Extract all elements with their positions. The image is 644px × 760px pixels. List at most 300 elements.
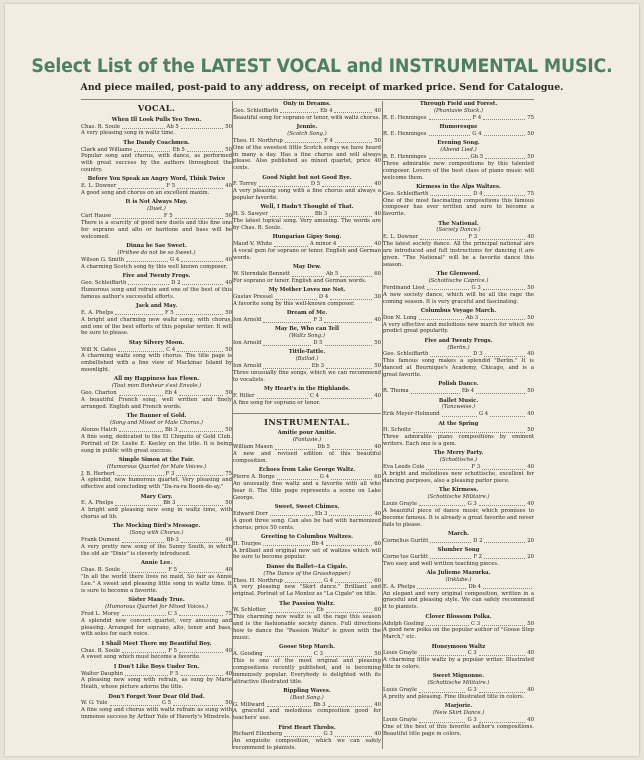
entry-title: Echoes from Lake George Waltz. [258, 467, 356, 474]
entry-key: G 4 [478, 411, 489, 418]
catalog-entry [233, 264, 381, 285]
catalog-entry [233, 688, 381, 722]
catalog-entry [383, 644, 534, 672]
entry-description: This is one of the most original and pleasing compositions recently published, and is becoming immensely popular. Everybody is delighted with its attractive illustrated title. [233, 657, 381, 685]
entry-composer: Ion Arnold [233, 317, 262, 324]
catalog-entry [383, 450, 534, 484]
leader-dots [274, 241, 308, 246]
catalog-entry [383, 673, 534, 701]
leader-dots [113, 213, 162, 218]
catalog-entry [383, 271, 534, 305]
leader-dots [430, 191, 471, 196]
entry-description: A very pleasing song in waltz time. [81, 130, 175, 137]
entry-key: Eb [316, 607, 324, 614]
entry-title: Amitie pour Amitie. [277, 430, 337, 437]
entry-price: 40 [374, 107, 381, 114]
entry-credit-line [233, 340, 381, 347]
entry-description: One of the sweetest little Scotch songs we have heard in many a day. Has a fine chorus and will always please. Also published as mixed quartet, price 40 cents. [233, 144, 381, 172]
entry-credit-line [233, 181, 381, 188]
leader-dots [419, 650, 466, 655]
entry-title: Five and Twenty Frogs. [424, 337, 493, 344]
entry-price: 40 [225, 256, 232, 263]
leader-dots [331, 474, 372, 479]
catalog-entry [233, 101, 381, 122]
entry-subtitle: (Humorous Quartet for Mixed Voices.) [105, 603, 208, 610]
entry-subtitle: (Schottische Caprice.) [428, 277, 489, 284]
entry-title: It is Not Always May. [125, 199, 188, 206]
catalog-entry [81, 523, 232, 557]
leader-dots [479, 234, 525, 239]
entry-composer: Geo. Charton [81, 390, 117, 397]
entry-title: I Shall Meet There my Beautiful Boy. [101, 640, 212, 647]
entry-subtitle: (New Skirt Dance.) [432, 710, 485, 717]
entry-price: 40 [527, 411, 534, 418]
leader-dots [177, 183, 223, 188]
entry-price: 75 [527, 190, 534, 197]
entry-description: A charming waltz song with chorus. The title page is embellished with a fine view of Mackinac Island by moonlight. [81, 353, 232, 374]
leader-dots [117, 471, 164, 476]
entry-subtitle: (Abend Lied.) [440, 147, 477, 154]
entry-key: D 2 [171, 279, 181, 286]
entry-price: 50 [527, 130, 534, 137]
leader-dots [480, 315, 525, 320]
entry-title: Clover Blossom Polka. [425, 613, 492, 620]
entry-title: My Mother Loves me Not. [268, 287, 346, 294]
entry-title: I Don't Like Boys Under Ten. [113, 663, 200, 670]
entry-credit-line [81, 671, 232, 678]
entry-credit-line [383, 554, 534, 561]
entry-description: Two easy and well written teaching pieces. [383, 560, 499, 567]
leader-dots [427, 285, 469, 290]
entry-description: A pretty and pleasing. Fine illustrated title in colors. [383, 694, 525, 701]
catalog-entry [383, 487, 534, 528]
entry-title: The Glenwood. [436, 271, 481, 278]
entry-credit-line [383, 687, 534, 694]
leader-dots [122, 124, 164, 129]
entry-price: 40 [527, 351, 534, 358]
entry-key: D 2 [473, 537, 483, 544]
entry-key: D 4 [318, 294, 329, 301]
entry-credit-line [233, 578, 381, 585]
catalog-entry [81, 376, 232, 410]
entry-composer: W. G. Yule [81, 700, 108, 707]
entry-price: 40 [374, 701, 381, 708]
entry-credit-line [383, 131, 534, 138]
entry-composer: Gustav Pressel [233, 294, 273, 301]
entry-credit-line [233, 474, 381, 481]
entry-composer: H. Tourjee [233, 540, 262, 547]
entry-composer: Chas. B. Soule [81, 123, 121, 130]
entry-composer: Don N. Long [383, 314, 417, 321]
entry-composer: Geo. Schleiffarth [81, 279, 127, 286]
entry-price: 60 [374, 577, 381, 584]
entry-price: 40 [374, 731, 381, 738]
catalog-entry [233, 287, 381, 308]
catalog-entry [233, 310, 381, 324]
entry-description: A new and revised edition of this beautiful composition. [233, 451, 381, 464]
entry-composer: Louis Grayle [383, 717, 417, 724]
entry-description: A charming little waltz by a popular writer. Illustrated title in colors. [383, 657, 534, 671]
entry-price: 50 [225, 123, 232, 130]
entry-price: 40 [225, 537, 232, 544]
entry-title: My Heart's in the Highlands. [264, 386, 350, 393]
leader-dots [335, 578, 372, 583]
entry-composer: E. A. Phelps [81, 309, 114, 316]
entry-subtitle: (Scotch Song.) [287, 130, 327, 137]
entry-credit-line [81, 183, 232, 190]
leader-dots [325, 651, 372, 656]
entry-subtitle: (Tanzweise.) [441, 404, 476, 411]
entry-price: 40 [225, 183, 232, 190]
entry-composer: Richard Eilenberg [233, 731, 283, 738]
entry-composer: Fred L. Morey [81, 610, 120, 617]
entry-composer: Edward Dorr [233, 510, 269, 517]
catalog-entry [383, 221, 534, 269]
entry-key: F 4 [472, 114, 482, 121]
entry-credit-line [383, 650, 534, 657]
entry-composer: William Mason [233, 444, 273, 451]
entry-title: May Dew. [292, 264, 322, 271]
leader-dots [335, 138, 372, 143]
catalog-entry [233, 204, 381, 232]
entry-composer: E. A. Phelps [383, 583, 416, 590]
entry-key: D 3 [473, 351, 483, 358]
leader-dots [265, 651, 312, 656]
leader-dots [430, 554, 471, 559]
entry-composer: Theo. H. Northrup [233, 137, 283, 144]
entry-title: Stay Silvery Moon. [128, 339, 185, 346]
entry-title: Dinna be Sae Sweet. [126, 243, 187, 250]
entry-composer: W. Sterndale Bennett [233, 271, 291, 278]
leader-dots [263, 541, 309, 546]
entry-description: A brilliant and original new set of waltzes which will be sure to become popular. [233, 547, 381, 561]
leader-dots [275, 294, 317, 299]
catalog-entry [233, 175, 381, 203]
leader-dots [275, 444, 315, 449]
entry-credit-line [81, 427, 232, 434]
entry-credit-line [383, 388, 534, 395]
entry-credit-line [383, 285, 534, 292]
leader-dots [419, 501, 466, 506]
leader-dots [115, 500, 161, 505]
entry-composer: A. Gooding [233, 651, 263, 658]
entry-price: 30 [374, 294, 381, 301]
entry-composer: E. A. Phelps [81, 500, 114, 507]
entry-credit-line [233, 444, 381, 451]
entry-title: Polish Dance. [438, 381, 479, 388]
catalog-entry [81, 457, 232, 491]
entry-credit-line [233, 271, 381, 278]
entry-composer: Will N. Gates [81, 346, 117, 353]
column-vocal [81, 101, 232, 751]
section-heading: INSTRUMENTAL. [233, 413, 381, 428]
leader-dots [329, 511, 372, 516]
entry-price: 50 [225, 309, 232, 316]
entry-composer: Cornelius Gurlitt [383, 537, 429, 544]
leader-dots [321, 393, 372, 398]
catalog-entry [81, 560, 232, 594]
leader-dots [484, 191, 525, 196]
entry-price: 40 [527, 650, 534, 657]
entry-credit-line [233, 138, 381, 145]
entry-credit-line [81, 310, 232, 317]
entry-key: F 3 [471, 464, 481, 471]
leader-dots [328, 702, 373, 707]
entry-subtitle: (The Dance of the Grasshopper.) [263, 570, 351, 577]
entry-credit-line [383, 621, 534, 628]
leader-dots [177, 500, 223, 505]
entry-composer: E. L. Downer [383, 234, 419, 241]
entry-key: Eb 4 [164, 390, 178, 397]
entry-credit-line [233, 541, 381, 548]
entry-description: "In all the world there lives no maid, So fair as Annie Lee." A sweet and pleasing little song in waltz time. It is sure to become a favorite. [81, 573, 232, 594]
entry-credit-line [233, 317, 381, 324]
leader-dots [119, 390, 163, 395]
leader-dots [181, 537, 223, 542]
entry-description: A fine song for soprano or tenor. [233, 399, 321, 406]
entry-description: A splendid, new humorous quartet. Very pleasing and effective and concluding with "Da-ra-ra Boom-de-ay." [81, 477, 232, 491]
entry-credit-line [81, 537, 232, 544]
entry-price: 40 [527, 464, 534, 471]
entry-title: The Merry Party. [433, 450, 484, 457]
entry-credit-line [383, 154, 534, 161]
entry-description: A beautiful French song, well written and finely arranged. English and French words. [81, 397, 232, 410]
leader-dots [267, 702, 312, 707]
leader-dots [340, 271, 372, 276]
catalog-entry [81, 273, 232, 301]
entry-title: The Passion Waltz. [279, 600, 335, 607]
leader-dots [177, 347, 223, 352]
catalog-entry [233, 430, 381, 464]
entry-price: 60 [374, 607, 381, 614]
leader-dots [134, 147, 170, 152]
leader-dots [419, 687, 466, 692]
entry-key: Bb 3 [165, 426, 178, 433]
entry-title: The Banner of Gold. [126, 413, 187, 420]
leader-dots [479, 650, 526, 655]
leader-dots [483, 285, 525, 290]
entry-price: 40 [374, 241, 381, 248]
leader-dots [335, 731, 372, 736]
entry-credit-line [233, 211, 381, 218]
entry-price: 40 [374, 444, 381, 451]
entry-price: 50 [374, 651, 381, 658]
leader-dots [263, 363, 309, 368]
leader-dots [268, 607, 315, 612]
entry-description: One of the best of this favorite author's compositions. Beautiful title page in colors. [383, 723, 534, 737]
entry-composer: E. L. Downer [81, 183, 117, 190]
leader-dots [119, 427, 163, 432]
leader-dots [430, 351, 471, 356]
entry-description: Beautiful song for soprano or tenor, with waltz chorus. [233, 114, 381, 121]
leader-dots [179, 390, 223, 395]
leader-dots [430, 538, 471, 543]
leader-dots [181, 124, 223, 129]
entry-description: A splendid new concert quartet, very amusing and pleasing. Arranged for soprano, alto, tenor and bass, with solos for each voice. [81, 617, 232, 638]
entry-credit-line [233, 651, 381, 658]
entry-description: A fine song and chorus with waltz refrain as sung with immense success by Arthur Yule of Haverly's Minstrels. [81, 707, 232, 721]
entry-title: When Ill Look Pulls Yeo Town. [111, 116, 202, 123]
entry-description: An elegant and very original composition, written in a graceful and pleasing style. We can safely recommend it to pianists. [383, 590, 534, 611]
catalog-entry [233, 601, 381, 642]
entry-description: A favorite song by this well-known composer. [233, 300, 355, 307]
entry-key: Ab 5 [326, 271, 339, 278]
entry-subtitle: (Schottische Militaire.) [427, 494, 490, 501]
entry-composer: J. B. Herbert [81, 470, 115, 477]
entry-subtitle: (Boat Song.) [290, 694, 324, 701]
entry-price: 40 [225, 647, 232, 654]
entry-description: One of the most fascinating compositions this famous composer has ever written and sure to become a favorite. [383, 197, 534, 218]
leader-dots [483, 584, 532, 589]
entry-description: A fine song, dedicated to the El Chiquito of Gold Club. Portrait of Dr. Leslie E. Keeley on the title. It is being sung in public with great success. [81, 433, 232, 454]
entry-description: A good three song. Can also be had with harmonized chorus; price 50 cents. [233, 517, 381, 531]
entry-subtitle: (Humorous Quartet for Male Voices.) [106, 463, 207, 470]
entry-composer: Geo. Schleiffarth [383, 190, 429, 197]
entry-price: 50 [374, 363, 381, 370]
leader-dots [126, 257, 168, 262]
entry-price: 75 [225, 470, 232, 477]
entry-title: Kirmess in the Alps Waltzes. [416, 183, 501, 190]
leader-dots [484, 554, 525, 559]
leader-dots [417, 584, 466, 589]
column-instrumental [383, 101, 534, 751]
entry-key: F 5 [168, 647, 178, 654]
entry-key: Eb 3 [311, 363, 324, 370]
entry-title: All my Happiness has Flown. [113, 376, 200, 383]
catalog-entry [81, 176, 232, 197]
leader-dots [270, 211, 313, 216]
catalog-entry [233, 326, 381, 347]
catalog-entry [383, 547, 534, 568]
entry-credit-line [233, 241, 381, 248]
entry-key: C 3 [313, 651, 324, 658]
catalog-entry [233, 644, 381, 685]
entry-composer: Louis Grayle [383, 650, 417, 657]
catalog-entry [383, 398, 534, 419]
leader-dots [257, 393, 308, 398]
leader-dots [176, 471, 223, 476]
entry-credit-line [81, 390, 232, 397]
entry-credit-line [233, 108, 381, 115]
entry-credit-line [81, 147, 232, 154]
entry-credit-line [81, 648, 232, 655]
entry-composer: Pierre A. Borge [233, 474, 275, 481]
entry-subtitle: (Phantasie Stuck.) [433, 107, 484, 114]
entry-composer: F. Hiller [233, 393, 255, 400]
entry-composer: Frank Dument [81, 537, 121, 544]
entry-subtitle: (Waltz Song.) [289, 333, 325, 340]
catalog-entry [81, 340, 232, 374]
entry-credit-line [233, 511, 381, 518]
leader-dots [420, 234, 466, 239]
entry-description: A bright and melodious new schottische, excellent for dancing purposes, also a pleasing parlor piece. [383, 471, 534, 484]
entry-subtitle: (Inklabe.) [445, 576, 472, 583]
catalog-entry [383, 614, 534, 642]
entry-description: Humorous song and refrain and one of the best of this famous author's successful efforts. [81, 286, 232, 300]
entry-description: There is a scarcity of good new duets and this fine one for soprano and alto or baritone and bass will be welcomed. [81, 220, 232, 240]
leader-dots [325, 340, 373, 345]
entry-composer: Louis Grayle [383, 500, 417, 507]
catalog-entry [81, 117, 232, 138]
entry-key: Gb 5 [470, 153, 484, 160]
leader-dots [118, 347, 164, 352]
entry-key: F 3 [313, 317, 323, 324]
entry-composer: Alonzo Hatch [81, 426, 118, 433]
entry-title: Hungarian Gipsy Song. [272, 234, 342, 241]
entry-key: Bb 3 [163, 500, 176, 507]
entry-composer: H. S. Sawyer [233, 211, 268, 218]
entry-title: Jack and May. [135, 302, 178, 309]
entry-composer: Theo. H. Northrup [233, 577, 283, 584]
entry-key: Eb 3 [315, 510, 328, 517]
catalog-subtitle: And piece mailed, post-paid to any address, on receipt of marked price. Send for Catalogue. [80, 82, 564, 93]
entry-price: 50 [225, 700, 232, 707]
entry-title: Rippling Waves. [283, 687, 331, 694]
leader-dots [292, 271, 324, 276]
entry-title: Sister Mandy True. [128, 597, 185, 603]
entry-price: 40 [527, 717, 534, 724]
leader-dots [326, 363, 372, 368]
entry-price: 50 [527, 314, 534, 321]
leader-dots [482, 464, 525, 469]
entry-price: 40 [225, 670, 232, 677]
leader-dots [179, 567, 223, 572]
catalog-entry [383, 124, 534, 138]
entry-description: A very pleasing song with a fine chorus and always a popular favorite. [233, 188, 381, 202]
catalog-entry [383, 531, 534, 545]
entry-key: F 4 [324, 137, 333, 144]
leader-dots [479, 687, 526, 692]
entry-credit-line [383, 717, 534, 724]
entry-key: Bb 3 [166, 537, 179, 544]
leader-dots [485, 154, 525, 159]
leader-dots [322, 181, 372, 186]
leader-dots [326, 541, 372, 546]
entry-title: First Heart Throbs. [278, 724, 336, 731]
entry-title: Through Field and Forest. [419, 101, 498, 107]
entry-key: A minor 4 [310, 241, 337, 248]
entry-price: 40 [374, 510, 381, 517]
entry-title: Don't Forget Your Dear Old Dad. [108, 693, 205, 700]
catalog-entry [81, 494, 232, 522]
entry-subtitle: (Tout mon Bonheur s'est Envole.) [111, 383, 202, 390]
entry-description: Three admirable piano compositions by eminent writers. Each one is a gem. [383, 434, 534, 448]
header-rule [81, 99, 534, 100]
entry-title: Marjorie. [444, 703, 473, 710]
entry-description: Three admirable new compositions by this talented composer. Lovers of the best class of piano music will welcome them. [383, 160, 534, 181]
entry-title: Honeymoon Waltz [431, 643, 486, 650]
entry-composer: Chas. B. Soule [81, 567, 121, 574]
entry-price: 40 [374, 317, 381, 324]
catalog-entry [81, 413, 232, 454]
entry-subtitle: (Prithee do not be so Sweet.) [117, 249, 196, 256]
catalog-entry [81, 694, 232, 722]
entry-key: Bb 3 [314, 211, 328, 218]
catalog-title: Select List of the LATEST VOCAL and INSTRUMENTAL MUSIC. [31, 56, 613, 77]
entry-key: D 5 [313, 340, 323, 347]
entry-title: Mary Cary. [140, 493, 173, 500]
entry-key: G 4 [323, 577, 334, 584]
entry-description: Three unusually fine songs, which we can recommend to vocalists. [233, 370, 381, 383]
catalog-entry [233, 234, 381, 262]
entry-title: The Mocking Bird's Message. [112, 523, 201, 530]
entry-title: Jennie. [296, 124, 318, 131]
entry-credit-line [81, 567, 232, 574]
entry-price: 60 [374, 474, 381, 481]
entry-subtitle: (Berlin.) [447, 344, 470, 351]
entry-key: F 2 [473, 553, 483, 560]
column-vocal-instrumental [233, 101, 381, 751]
